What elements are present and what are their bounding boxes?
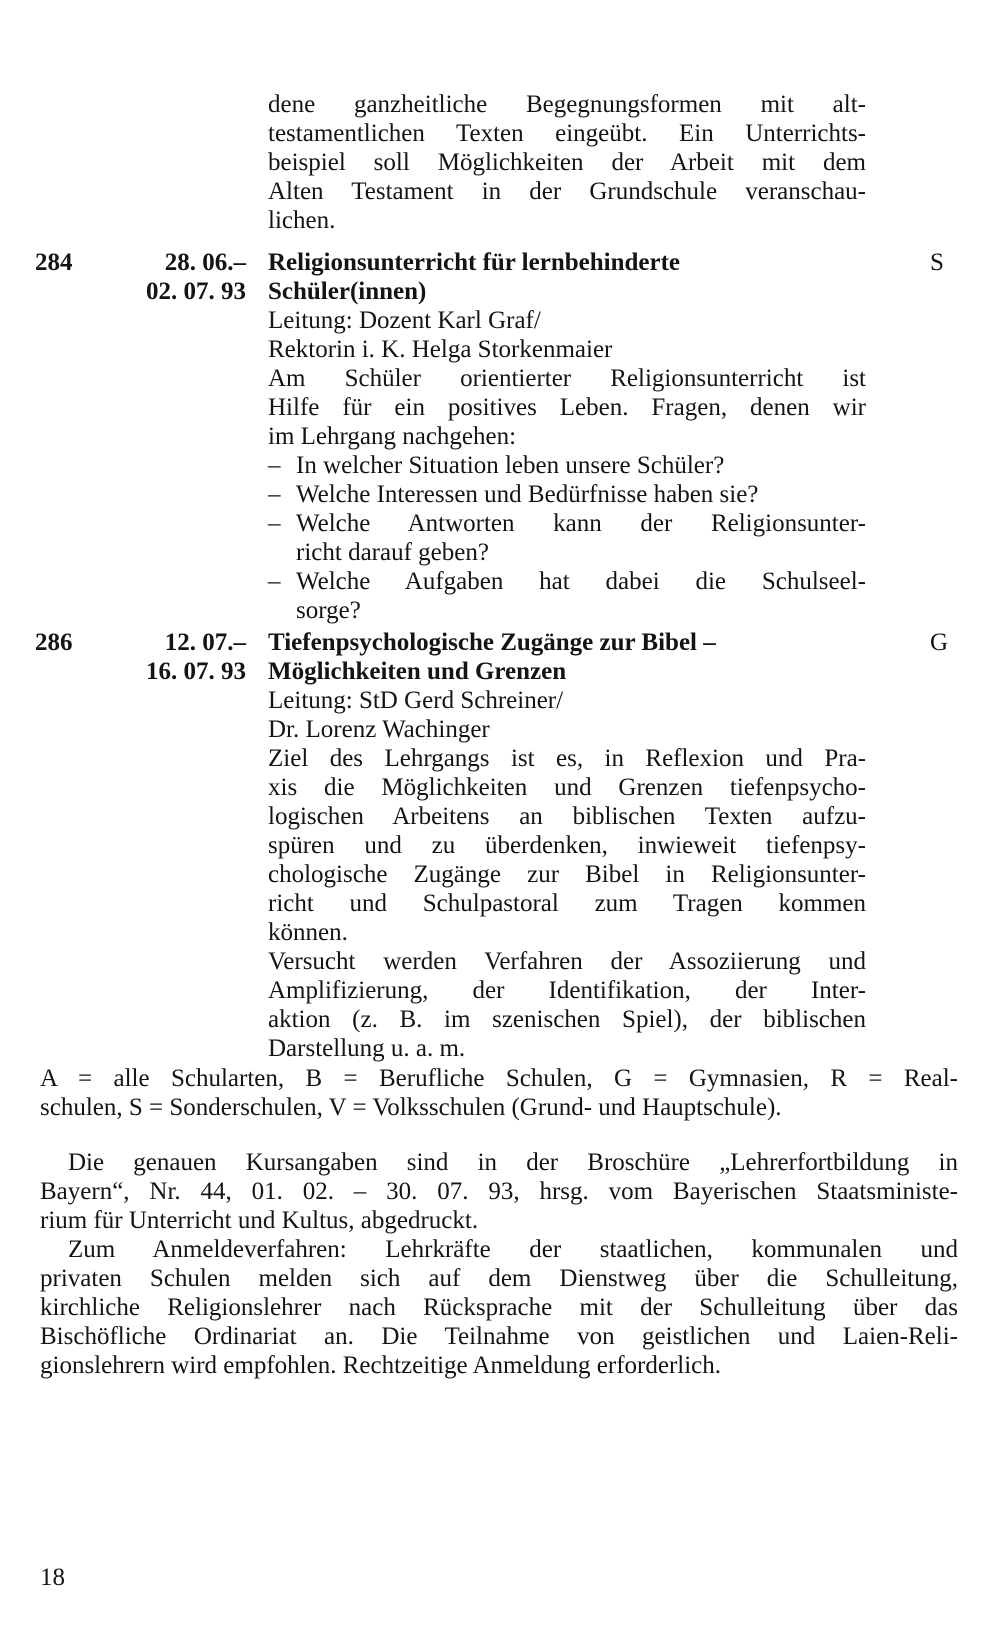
note-line: privaten Schulen melden sich auf dem Dienstweg über die Schulleitung,: [40, 1265, 958, 1292]
course-date-start: 12. 07.–: [164, 629, 246, 656]
bullet-text: sorge?: [296, 597, 361, 624]
school-type-code: S: [930, 249, 944, 276]
note-line: Zum Anmeldeverfahren: Lehrkräfte der staatlichen, kommunalen und: [68, 1236, 958, 1263]
course-description: Darstellung u. a. m.: [268, 1035, 466, 1062]
note-line: gionslehrern wird empfohlen. Rechtzeitige Anmeldung erforderlich.: [40, 1352, 722, 1379]
course-description: können.: [268, 919, 348, 946]
course-description: chologische Zugänge zur Bibel in Religionsunter-: [268, 861, 866, 888]
bullet-item: [268, 509, 866, 567]
course-description: Ziel des Lehrgangs ist es, in Reflexion und Pra-: [268, 745, 866, 772]
course-description: aktion (z. B. im szenischen Spiel), der biblischen: [268, 1006, 866, 1033]
school-type-code: G: [930, 629, 949, 656]
course-date-end: 02. 07. 93: [146, 278, 246, 305]
text-line: lichen.: [268, 207, 336, 234]
course-leader: Dr. Lorenz Wachinger: [268, 716, 490, 743]
page-number: 18: [40, 1564, 65, 1591]
course-title: Schüler(innen): [268, 278, 427, 305]
course-description: Am Schüler orientierter Religionsunterricht ist: [268, 365, 866, 392]
course-leader: Leitung: StD Gerd Schreiner/: [268, 687, 564, 714]
course-description: logischen Arbeitens an biblischen Texten aufzu-: [268, 803, 866, 830]
bullet-item: [268, 480, 866, 509]
dash-bullet: –: [268, 452, 281, 479]
text-line: dene ganzheitliche Begegnungsformen mit alt-: [268, 91, 866, 118]
course-leader: Leitung: Dozent Karl Graf/: [268, 307, 541, 334]
dash-bullet: –: [268, 481, 281, 508]
bullet-item: [268, 567, 866, 625]
legend-line: A = alle Schularten, B = Berufliche Schulen, G = Gymnasien, R = Real-: [40, 1065, 958, 1092]
course-title: Möglichkeiten und Grenzen: [268, 658, 567, 685]
legend-line: schulen, S = Sonderschulen, V = Volksschulen (Grund- und Hauptschule).: [40, 1094, 782, 1121]
school-type-legend: [40, 1064, 958, 1122]
course-description: Versucht werden Verfahren der Assoziierung und: [268, 948, 866, 975]
notes-section: [40, 1148, 958, 1380]
text-line: beispiel soll Möglichkeiten der Arbeit mit dem: [268, 149, 866, 176]
text-line: testamentlichen Texten eingeübt. Ein Unterrichts-: [268, 120, 866, 147]
course-date-start: 28. 06.–: [164, 249, 246, 276]
intro-paragraph: [268, 90, 866, 235]
course-description: im Lehrgang nachgehen:: [268, 423, 517, 450]
course-leader: Rektorin i. K. Helga Storkenmaier: [268, 336, 613, 363]
course-description: richt und Schulpastoral zum Tragen kommen: [268, 890, 866, 917]
dash-bullet: –: [268, 568, 281, 595]
course-date-end: 16. 07. 93: [146, 658, 246, 685]
course-description: Hilfe für ein positives Leben. Fragen, denen wir: [268, 394, 866, 421]
bullet-text: Welche Interessen und Bedürfnisse haben sie?: [296, 481, 759, 508]
course-description: Amplifizierung, der Identifikation, der Inter-: [268, 977, 866, 1004]
note-line: Bayern“, Nr. 44, 01. 02. – 30. 07. 93, hrsg. vom Bayerischen Staatsministe-: [40, 1178, 958, 1205]
bullet-text: Welche Aufgaben hat dabei die Schulseel-: [296, 568, 866, 595]
bullet-text: In welcher Situation leben unsere Schüler?: [296, 452, 725, 479]
bullet-text: Welche Antworten kann der Religionsunter-: [296, 510, 866, 537]
note-line: Bischöfliche Ordinariat an. Die Teilnahme von geistlichen und Laien-Reli-: [40, 1323, 958, 1350]
course-description: spüren und zu überdenken, inwieweit tiefenpsy-: [268, 832, 866, 859]
course-body: [268, 248, 866, 625]
course-title: Tiefenpsychologische Zugänge zur Bibel –: [268, 629, 716, 656]
bullet-text: richt darauf geben?: [296, 539, 489, 566]
bullet-item: [268, 451, 866, 480]
course-description: xis die Möglichkeiten und Grenzen tiefenpsycho-: [268, 774, 866, 801]
text-line: Alten Testament in der Grundschule veranschau-: [268, 178, 866, 205]
note-line: kirchliche Religionslehrer nach Rücksprache mit der Schulleitung über das: [40, 1294, 958, 1321]
course-title: Religionsunterricht für lernbehinderte: [268, 249, 680, 276]
note-line: rium für Unterricht und Kultus, abgedruckt.: [40, 1207, 479, 1234]
note-line: Die genauen Kursangaben sind in der Broschüre „Lehrerfortbildung in: [68, 1149, 958, 1176]
dash-bullet: –: [268, 510, 281, 537]
course-body: [268, 628, 866, 1063]
course-number: 286: [35, 629, 73, 656]
course-number: 284: [35, 249, 73, 276]
